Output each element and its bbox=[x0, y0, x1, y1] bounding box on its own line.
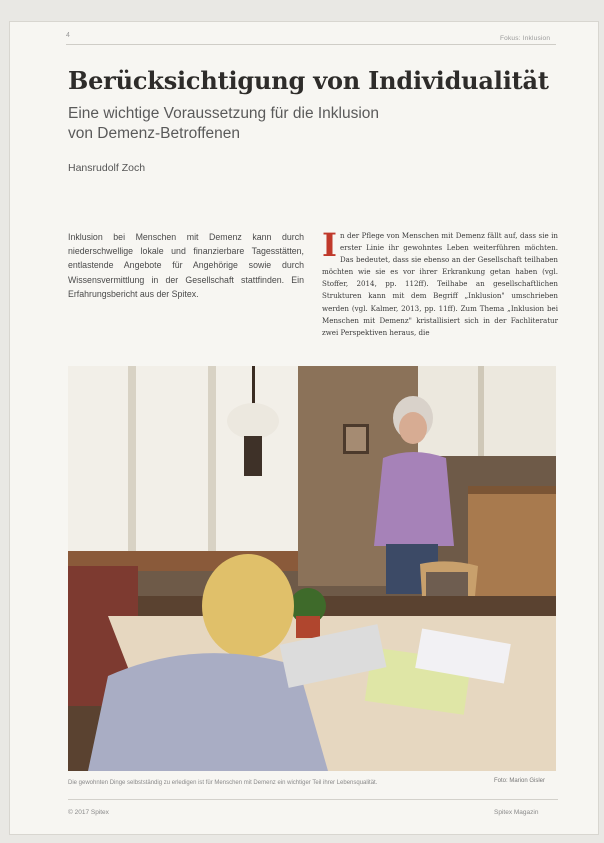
photo-credit: Foto: Marion Gisler bbox=[494, 778, 546, 784]
section-header: Fokus: Inklusion bbox=[500, 35, 551, 42]
header-rule bbox=[66, 44, 556, 45]
page-number: 4 bbox=[66, 32, 70, 39]
photo-illustration bbox=[68, 366, 556, 771]
article-title: Berücksichtigung von Individualität bbox=[68, 66, 549, 95]
photo-caption: Die gewohnten Dinge selbstständig zu erledigen ist für Menschen mit Demenz ein wichtiger Teil ihrer Lebensqualität. bbox=[68, 780, 378, 786]
footer-rule bbox=[68, 799, 558, 800]
subtitle-line-1: Eine wichtige Voraussetzung für die Inklusion bbox=[68, 105, 380, 122]
article-lead: Inklusion bei Menschen mit Demenz kann durch niederschwellige lokale und finanzierbare Tagesstätten, entlastende Angebote für Angehörige sowie durch Wissensvermittlung in der Gesellschaft stattfinden. Ein Erfahrungsbericht aus der Spitex. bbox=[68, 232, 304, 299]
magazine-page bbox=[10, 22, 598, 834]
footer-left: © 2017 Spitex bbox=[68, 809, 109, 816]
article-photo bbox=[68, 366, 556, 771]
article-subtitle bbox=[68, 104, 548, 144]
article-body bbox=[322, 226, 558, 339]
drop-cap: I bbox=[322, 226, 337, 264]
subtitle-line-2: von Demenz-Betroffenen bbox=[68, 125, 241, 142]
article-author: Hansrudolf Zoch bbox=[68, 162, 146, 174]
body-text: n der Pflege von Menschen mit Demenz fällt auf, dass sie in erster Linie ihr gewohntes Leben weiterführen möchten. Das bedeutet, dass sie ebenso an der Gesellschaft teilhaben möchten wie sie es vor ihrer Erkrankung getan haben (vgl. Stoffer, 2014, pp. 112ff). Teilhabe an gesellschaftlichen Strukturen kann mit dem Begriff „Inklusion" umschrieben werden (vgl. Kalmer, 2013, pp. 11ff). Zum Thema „Inklusion bei Menschen mit Demenz" kristallisiert sich in der Fachliteratur zwei Perspektiven heraus, die bbox=[322, 231, 558, 337]
footer-right: Spitex Magazin bbox=[494, 809, 539, 816]
